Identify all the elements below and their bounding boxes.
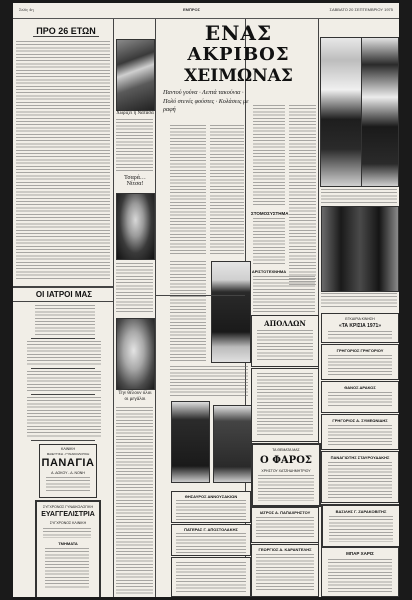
feature-text-col1 <box>170 125 206 255</box>
feature-text-col4 <box>289 105 316 285</box>
ad-right-7: ΜΠΑΡ ΧΑΡΙΣ <box>321 547 399 597</box>
ad-bottom-5: ΓΕΩΡΓΙΟΣ Α. ΚΑΡΑΝΤΕΛΗΣ <box>251 544 319 597</box>
ad-right-1: ΕΓΚΑΙΡΙΑ ΚΙΝΗΣΗ «ΤΑ ΚΡΙΣΙΑ 1971» <box>321 313 399 343</box>
clinic-name: ΠΑΝΑΓΙΑ <box>41 457 95 469</box>
feature-title-3: ΧΕΙΜΩΝΑΣ <box>184 66 293 86</box>
ad-apollon: ΑΠΟΛΛΩΝ <box>251 315 319 367</box>
ad-bottom-4: ΙΑΤΡΟΣ Α. ΠΑΠΑΧΡΗΣΤΟΥ <box>251 507 319 543</box>
feature-subhead-b: ΑΡΙΣΤΟΤΕΧΝΗΜΑ <box>251 269 287 274</box>
doctor-listing-2 <box>27 341 101 365</box>
ad-faros: ΤΑ ΘΕΜΑΤΑ ΜΑΣ Ο ΦΑΡΟΣ ΧΡΗΣΤΟΥ ΧΑΤΖΗΔΗΜΗΤΡΙΟΥ <box>251 443 321 507</box>
page-number: Σελίς 4η <box>19 7 34 12</box>
clinic-ad-panagia: ΚΛΙΝΙΚΗ ΜΑΙΕΥΤΙΚΗ - ΓΥΝΑΙΚΟΛΟΓΙΚΗ ΠΑΝΑΓΙΑ Α. ΔΟΚΟΥ - Δ. ΝΟΝΗ <box>39 444 97 498</box>
caption-divorce: Χωρίζει ή Νατάσα <box>116 111 154 116</box>
ad-right-3: ΘΑΝΟΣ ΔΡΑΚΟΣ <box>321 381 399 413</box>
photo-model-left <box>320 37 362 187</box>
newspaper-page <box>13 3 399 597</box>
ad-bottom-3 <box>171 557 251 597</box>
photo-fashion-fur-1 <box>171 401 210 483</box>
feature-text-col3 <box>253 105 285 205</box>
clinic-ad-evangelistria: ΣΥΓΧΡΟΝΟΣ ΓΥΝΑΙΚΟΛΟΓΙΚΗ ΕΥΑΓΓΕΛΙΣΤΡΙΑ ΣΥΓΧΡΟΝΟΣ ΚΛΙΝΙΚΗ ΤΜΗΜΑΤΑ <box>35 500 101 597</box>
doctor-listing-4 <box>27 397 101 437</box>
masthead-small: ΕΜΠΡΟΣ <box>183 7 201 12</box>
ad-right-2: ΓΡΗΓΟΡΙΟΣ ΓΡΗΓΟΡΙΟΥ <box>321 344 399 380</box>
feature-title-2: ΑΚΡΙΒΟΣ <box>187 44 290 65</box>
ad-bottom-2: ΠΑΤΕΡΑΣ Γ. ΑΠΟΣΤΟΛΑΚΗΣ <box>171 524 251 556</box>
ad-small-1 <box>251 368 319 442</box>
photo-models-dark-dresses <box>321 206 399 292</box>
doctors-heading: ΟΙ ΙΑΤΡΟΙ ΜΑΣ <box>35 290 93 299</box>
photo-couple <box>116 39 155 111</box>
caption-nitsa: Τσαρά… Νίτσα! <box>116 175 154 187</box>
feature-title-1: ΕΝΑΣ <box>204 21 273 45</box>
faros-title: Ο ΦΑΡΟΣ <box>260 455 312 466</box>
page-date: ΣΑΒΒΑΤΟ 20 ΣΕΠΤΕΜΒΡΙΟΥ 1975 <box>329 7 393 12</box>
photo-woman-portrait <box>116 193 155 260</box>
page-header <box>13 3 399 19</box>
feature-text-col2 <box>210 125 244 255</box>
ad-right-4: ΓΡΗΓΟΡΙΟΣ Α. ΣΥΜΕΩΝΙΔΗΣ <box>321 414 399 450</box>
ad-right-6: ΒΑΣΙΛΗΣ Γ. ΖΑΡΑΚΟΒΙΤΗΣ <box>321 504 399 548</box>
clinic2-name: ΕΥΑΓΓΕΛΙΣΤΡΙΑ <box>41 511 95 518</box>
feature-deck: Παντού γούνα · Λεπτά τακούνια · Πολύ στενές φούστες · Κολάσεις με ραφή <box>163 89 249 113</box>
history-column-text <box>16 41 110 281</box>
ad-bottom-1: ΘΗΣΑΥΡΟΣ ΑΝΝΟΥΣΑΚΙΩΝ <box>171 491 251 523</box>
history-heading: ΠΡΟ 26 ΕΤΩΝ <box>36 26 96 36</box>
ad-right-5: ΠΑΝΑΓΙΩΤΗΣ ΣΤΑΥΡΟΥΔΑΚΗΣ <box>321 451 399 503</box>
doctor-listing-3 <box>27 371 101 391</box>
feature-subhead-a: ΣΤΟΜΟΣΥΣΤΗΜΑ <box>251 211 289 216</box>
photo-fashion-coat <box>211 261 251 363</box>
photo-fashion-fur-2 <box>213 405 252 483</box>
photo-model-right <box>361 37 399 187</box>
photo-blonde-woman <box>116 318 155 390</box>
caption-wanted: Την θέλουν όλοι οι μεγάλοι <box>116 391 154 403</box>
doctor-listing-1 <box>35 305 95 335</box>
